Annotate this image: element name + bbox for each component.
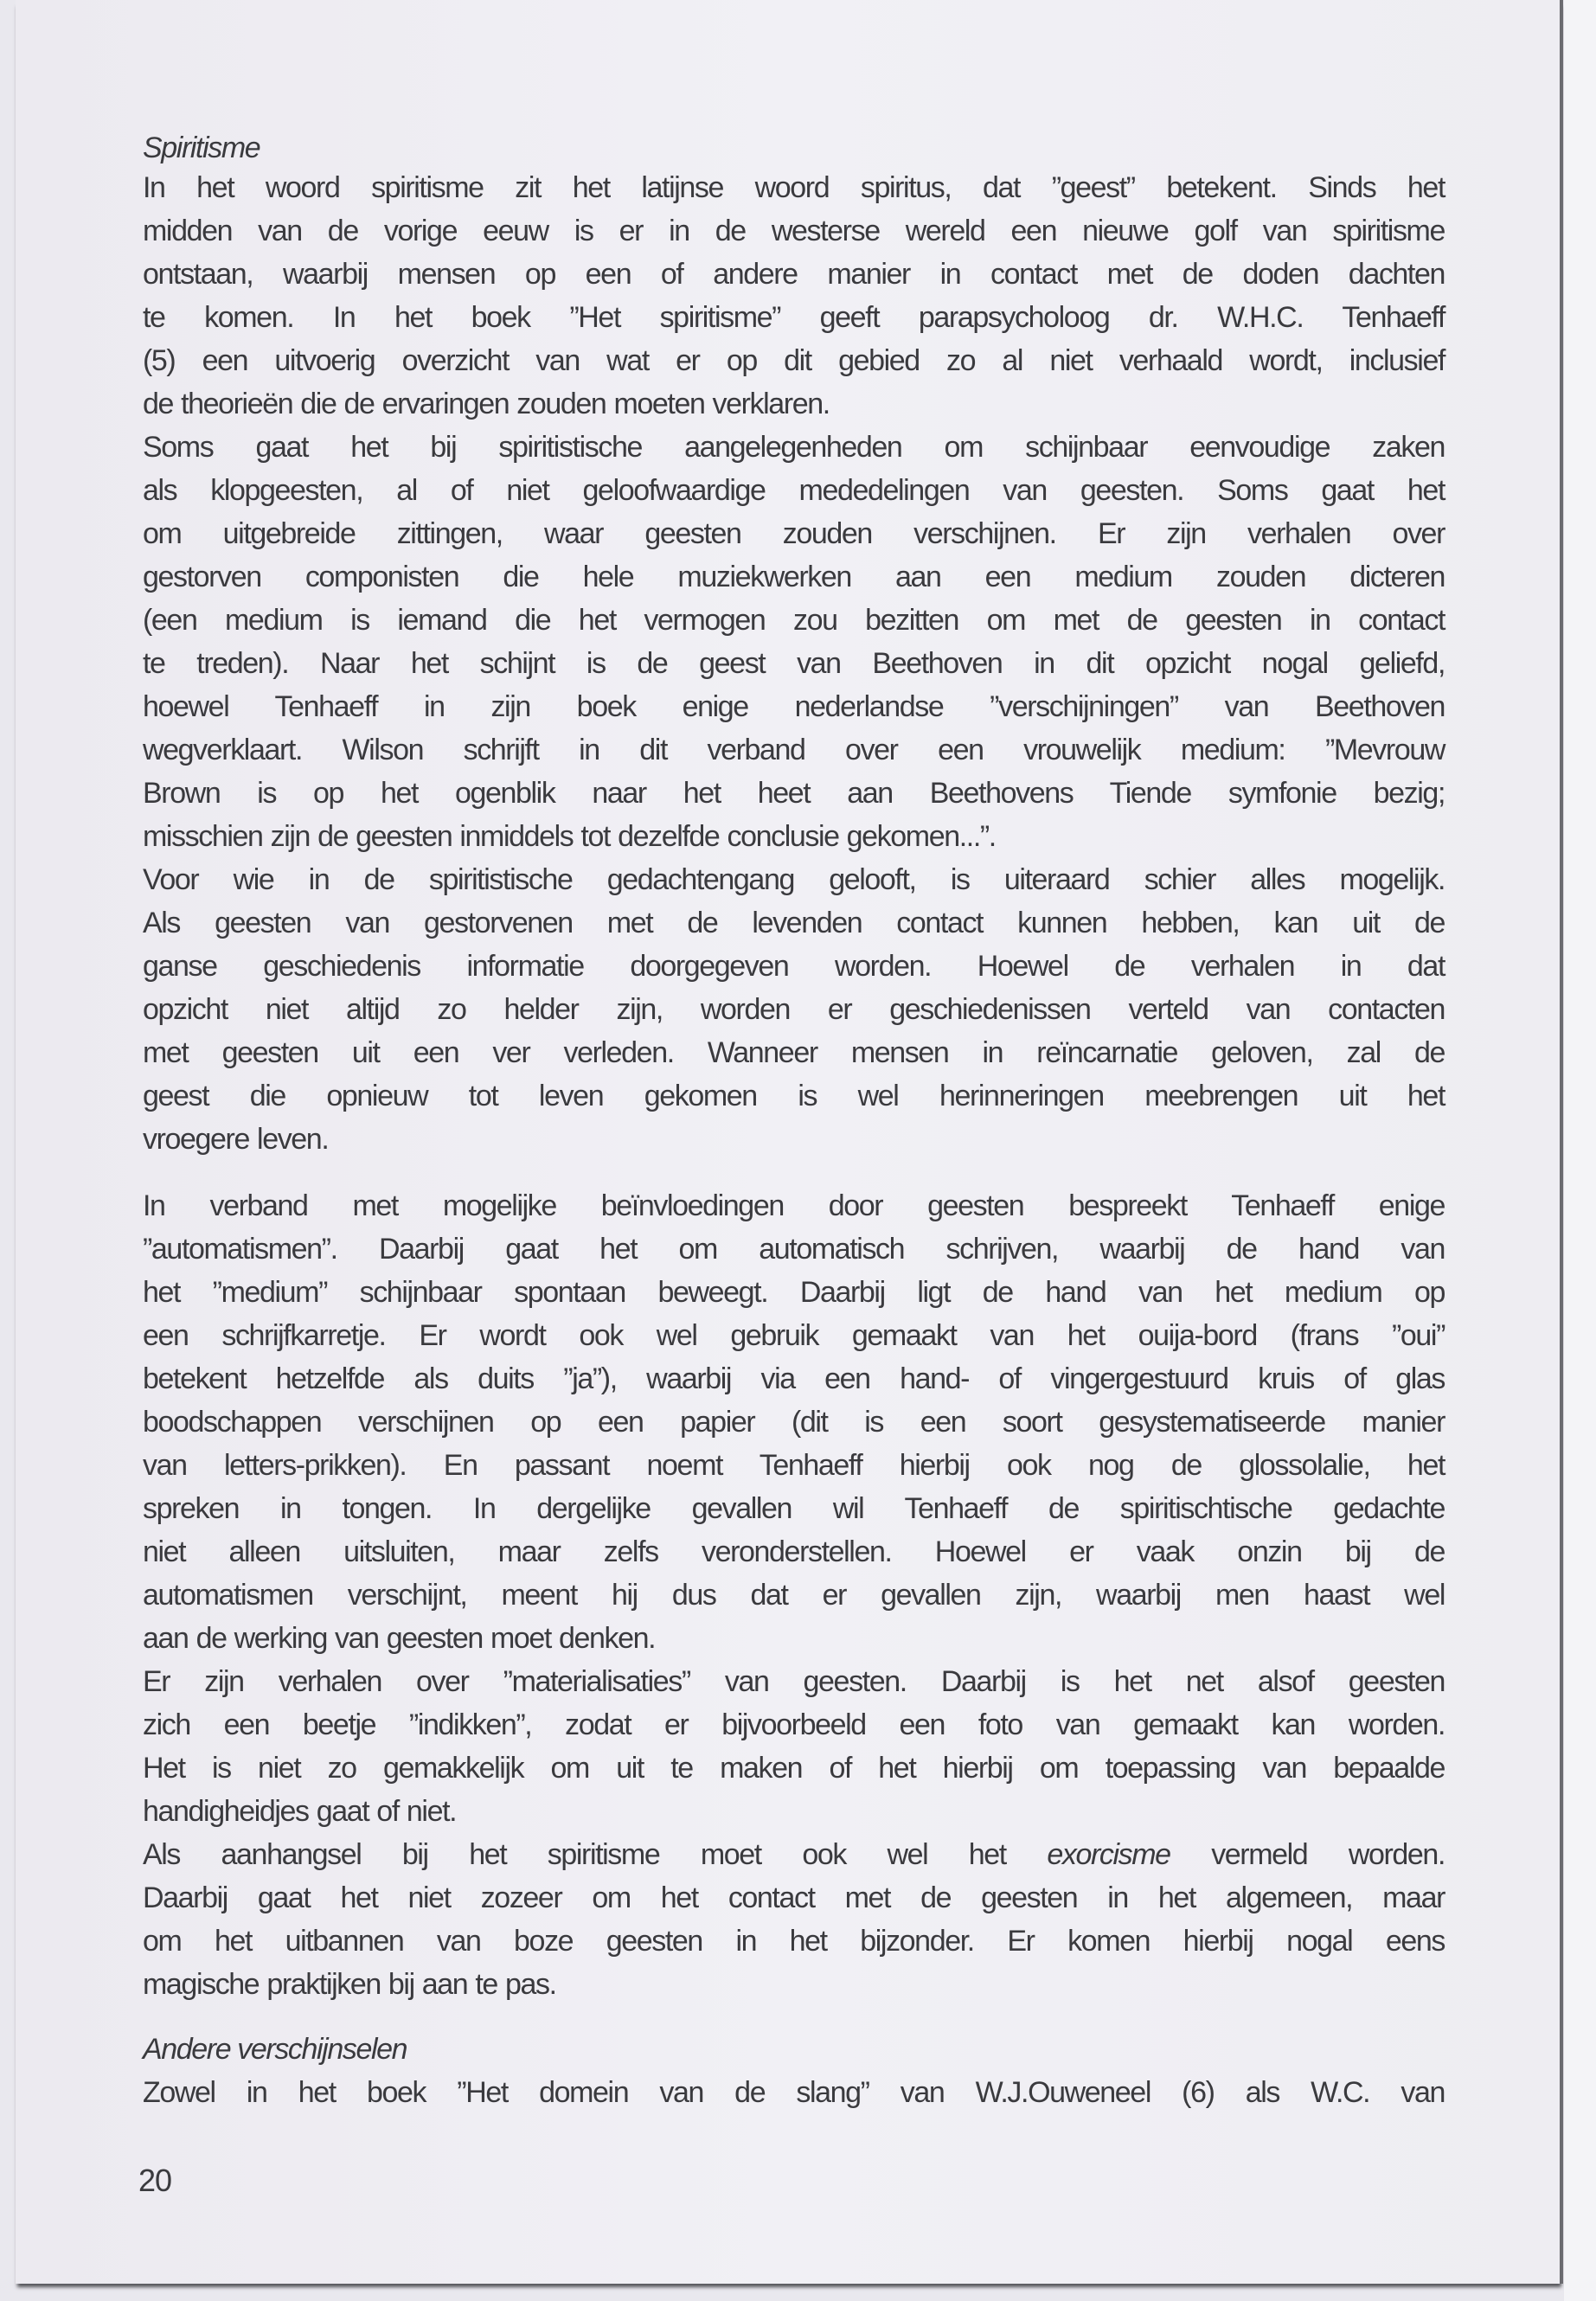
body-text-andere-verschijnselen [143,2071,1445,2114]
section-heading-spiritisme: Spiritisme [143,131,260,164]
text-line: om het uitbannen van boze geesten in het bijzonder. Er komen hierbij nogal eens [143,1925,1445,1958]
text-line: zich een beetje ”indikken”, zodat er bijvoorbeeld een foto van gemaakt kan worden. [143,1708,1445,1741]
section-heading-andere-verschijnselen: Andere verschijnselen [143,2033,407,2066]
text-line: de theorieën die de ervaringen zouden moeten verklaren. [143,388,830,420]
text-line: Als geesten van gestorvenen met de levenden contact kunnen hebben, kan uit de [143,907,1445,939]
text-line: wegverklaart. Wilson schrijft in dit verband over een vrouwelijk medium: ”Mevrouw [143,734,1445,766]
text-line: hoewel Tenhaeff in zijn boek enige nederlandse ”verschijningen” van Beethoven [143,690,1445,723]
text-line: Er zijn verhalen over ”materialisaties” van geesten. Daarbij is het net alsof geesten [143,1665,1445,1698]
text-line: van letters-prikken). En passant noemt Tenhaeff hierbij ook nog de glossolalie, het [143,1449,1445,1482]
text-line: gestorven componisten die hele muziekwerken aan een medium zouden dicteren [143,561,1445,593]
text-line: boodschappen verschijnen op een papier (dit is een soort gesystematiseerde manier [143,1406,1445,1439]
text-line: om uitgebreide zittingen, waar geesten zouden verschijnen. Er zijn verhalen over [143,517,1445,550]
text-segment: Als aanhangsel bij het spiritisme moet ook wel het [143,1838,1048,1871]
emphasized-term: exorcisme [1047,1838,1170,1871]
text-line: ganse geschiedenis informatie doorgegeven worden. Hoewel de verhalen in dat [143,950,1445,983]
text-line [143,1833,1445,1876]
body-text-spiritisme [143,166,1445,1161]
text-line: ”automatismen”. Daarbij gaat het om automatisch schrijven, waarbij de hand van [143,1233,1445,1266]
page-number: 20 [138,2163,172,2198]
text-line: spreken in tongen. In dergelijke gevallen wil Tenhaeff de spiritischtische gedachte [143,1492,1445,1525]
text-line: ontstaan, waarbij mensen op een of andere manier in contact met de doden dachten [143,258,1445,291]
text-line: Voor wie in de spiritistische gedachtengang gelooft, is uiteraard schier alles mogelijk. [143,863,1445,896]
text-line: misschien zijn de geesten inmiddels tot dezelfde conclusie gekomen...”. [143,820,996,853]
text-line: (5) een uitvoerig overzicht van wat er op dit gebied zo al niet verhaald wordt, inclusief [143,344,1445,377]
text-line: te komen. In het boek ”Het spiritisme” geeft parapsycholoog dr. W.H.C. Tenhaeff [143,301,1445,334]
text-line: midden van de vorige eeuw is er in de westerse wereld een nieuwe golf van spiritisme [143,215,1445,247]
text-line: magische praktijken bij aan te pas. [143,1968,556,2001]
text-line: niet alleen uitsluiten, maar zelfs veronderstellen. Hoewel er vaak onzin bij de [143,1535,1445,1568]
text-line: handigheidjes gaat of niet. [143,1795,457,1828]
text-line: Het is niet zo gemakkelijk om uit te maken of het hierbij om toepassing van bepaalde [143,1752,1445,1785]
text-line: met geesten uit een ver verleden. Wanneer mensen in reïncarnatie geloven, zal de [143,1036,1445,1069]
text-line: aan de werking van geesten moet denken. [143,1622,656,1655]
text-line: In het woord spiritisme zit het latijnse woord spiritus, dat ”geest” betekent. Sinds het [143,171,1445,204]
text-line: Zowel in het boek ”Het domein van de slang” van W.J.Ouweneel (6) als W.C. van [143,2076,1445,2109]
text-line: vroegere leven. [143,1123,329,1156]
text-line: geest die opnieuw tot leven gekomen is wel herinneringen meebrengen uit het [143,1080,1445,1112]
text-segment: vermeld worden. [1170,1838,1445,1871]
text-line: een schrijfkarretje. Er wordt ook wel gebruik gemaakt van het ouija-bord (frans ”oui” [143,1319,1445,1352]
text-line: het ”medium” schijnbaar spontaan beweegt. Daarbij ligt de hand van het medium op [143,1276,1445,1309]
text-line: Brown is op het ogenblik naar het heet aan Beethovens Tiende symfonie bezig; [143,777,1445,810]
text-line: (een medium is iemand die het vermogen zou bezitten om met de geesten in contact [143,604,1445,637]
text-line: automatismen verschijnt, meent hij dus dat er gevallen zijn, waarbij men haast wel [143,1579,1445,1612]
text-line: als klopgeesten, al of niet geloofwaardige mededelingen van geesten. Soms gaat het [143,474,1445,507]
text-line: In verband met mogelijke beïnvloedingen door geesten bespreekt Tenhaeff enige [143,1189,1445,1222]
body-text-automatismen [143,1184,1445,2006]
text-line: betekent hetzelfde als duits ”ja”), waarbij via een hand- of vingergestuurd kruis of glas [143,1362,1445,1395]
text-line: Soms gaat het bij spiritistische aangelegenheden om schijnbaar eenvoudige zaken [143,431,1445,464]
text-line: te treden). Naar het schijnt is de geest van Beethoven in dit opzicht nogal geliefd, [143,647,1445,680]
text-line: Daarbij gaat het niet zozeer om het contact met de geesten in het algemeen, maar [143,1881,1445,1914]
text-line: opzicht niet altijd zo helder zijn, worden er geschiedenissen verteld van contacten [143,993,1445,1026]
scan-margin [1564,0,1596,2301]
